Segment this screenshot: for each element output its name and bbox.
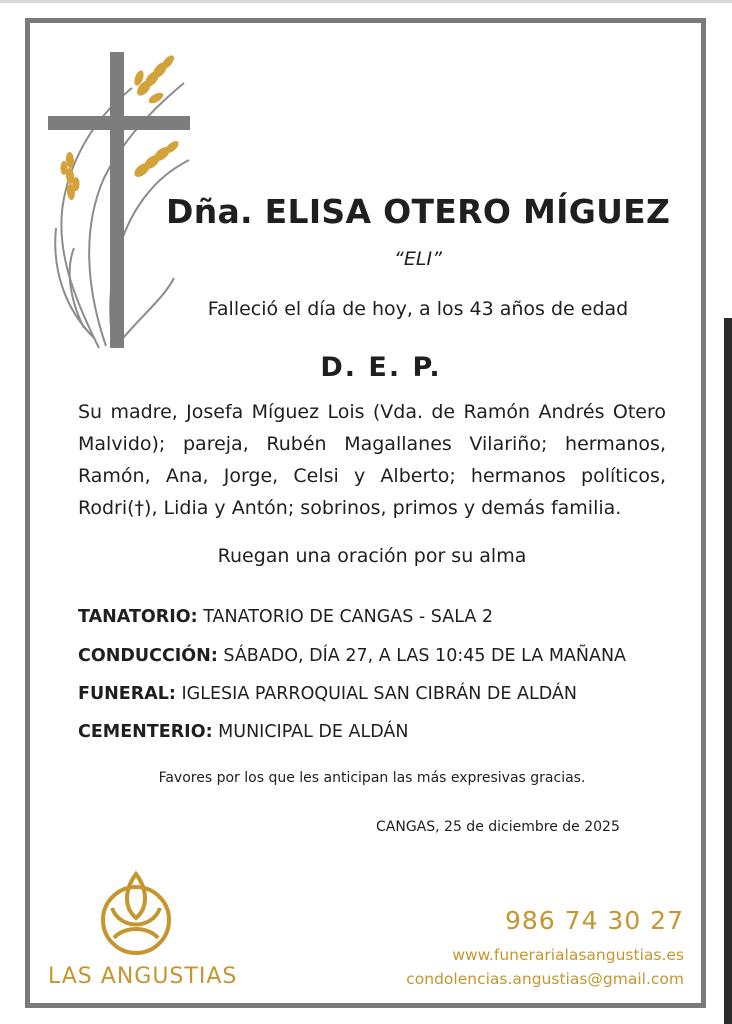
viewer-top-edge (0, 0, 732, 3)
detail-label: FUNERAL: (78, 684, 176, 704)
family-paragraph: Su madre, Josefa Míguez Lois (Vda. de Ramón Andrés Otero Malvido); pareja, Rubén Magallanes Vilariño; hermanos, Ramón, Ana, Jorge, Celsi y Alberto; hermanos políticos, Rodri(†), Lidia y Antón; sobrinos, primos y demás familia. (78, 401, 666, 519)
deceased-name: Dña. ELISA OTERO MÍGUEZ (166, 192, 671, 231)
detail-conduccion (78, 646, 626, 666)
prayer-request: Ruegan una oración por su alma (217, 545, 527, 567)
detail-label: CEMENTERIO: (78, 722, 213, 742)
detail-value: TANATORIO DE CANGAS - SALA 2 (203, 607, 494, 627)
deceased-nickname: “ELI” (394, 248, 442, 270)
place-date: CANGAS, 25 de diciembre de 2025 (376, 819, 620, 835)
contact-email-link[interactable]: condolencias.angustias@gmail.com (406, 970, 684, 988)
detail-cementerio (78, 722, 408, 742)
death-notice: Falleció el día de hoy, a los 43 años de edad (207, 298, 629, 320)
detail-label: CONDUCCIÓN: (78, 646, 218, 666)
funeral-home-logo-icon (90, 868, 182, 960)
detail-value: IGLESIA PARROQUIAL SAN CIBRÁN DE ALDÁN (181, 684, 577, 704)
rest-in-peace: D. E. P. (320, 352, 442, 383)
detail-label: TANATORIO: (78, 607, 198, 627)
contact-website-link[interactable]: www.funerarialasangustias.es (452, 946, 684, 964)
detail-value: MUNICIPAL DE ALDÁN (218, 722, 409, 742)
funeral-home-brand: LAS ANGUSTIAS (48, 964, 238, 989)
detail-value: SÁBADO, DÍA 27, A LAS 10:45 DE LA MAÑANA (223, 646, 627, 666)
thanks-note: Favores por los que les anticipan las más expresivas gracias. (158, 770, 586, 786)
viewer-scrollbar[interactable] (724, 318, 732, 1024)
detail-funeral (78, 684, 577, 704)
contact-phone[interactable]: 986 74 30 27 (505, 906, 684, 935)
detail-tanatorio (78, 607, 493, 627)
